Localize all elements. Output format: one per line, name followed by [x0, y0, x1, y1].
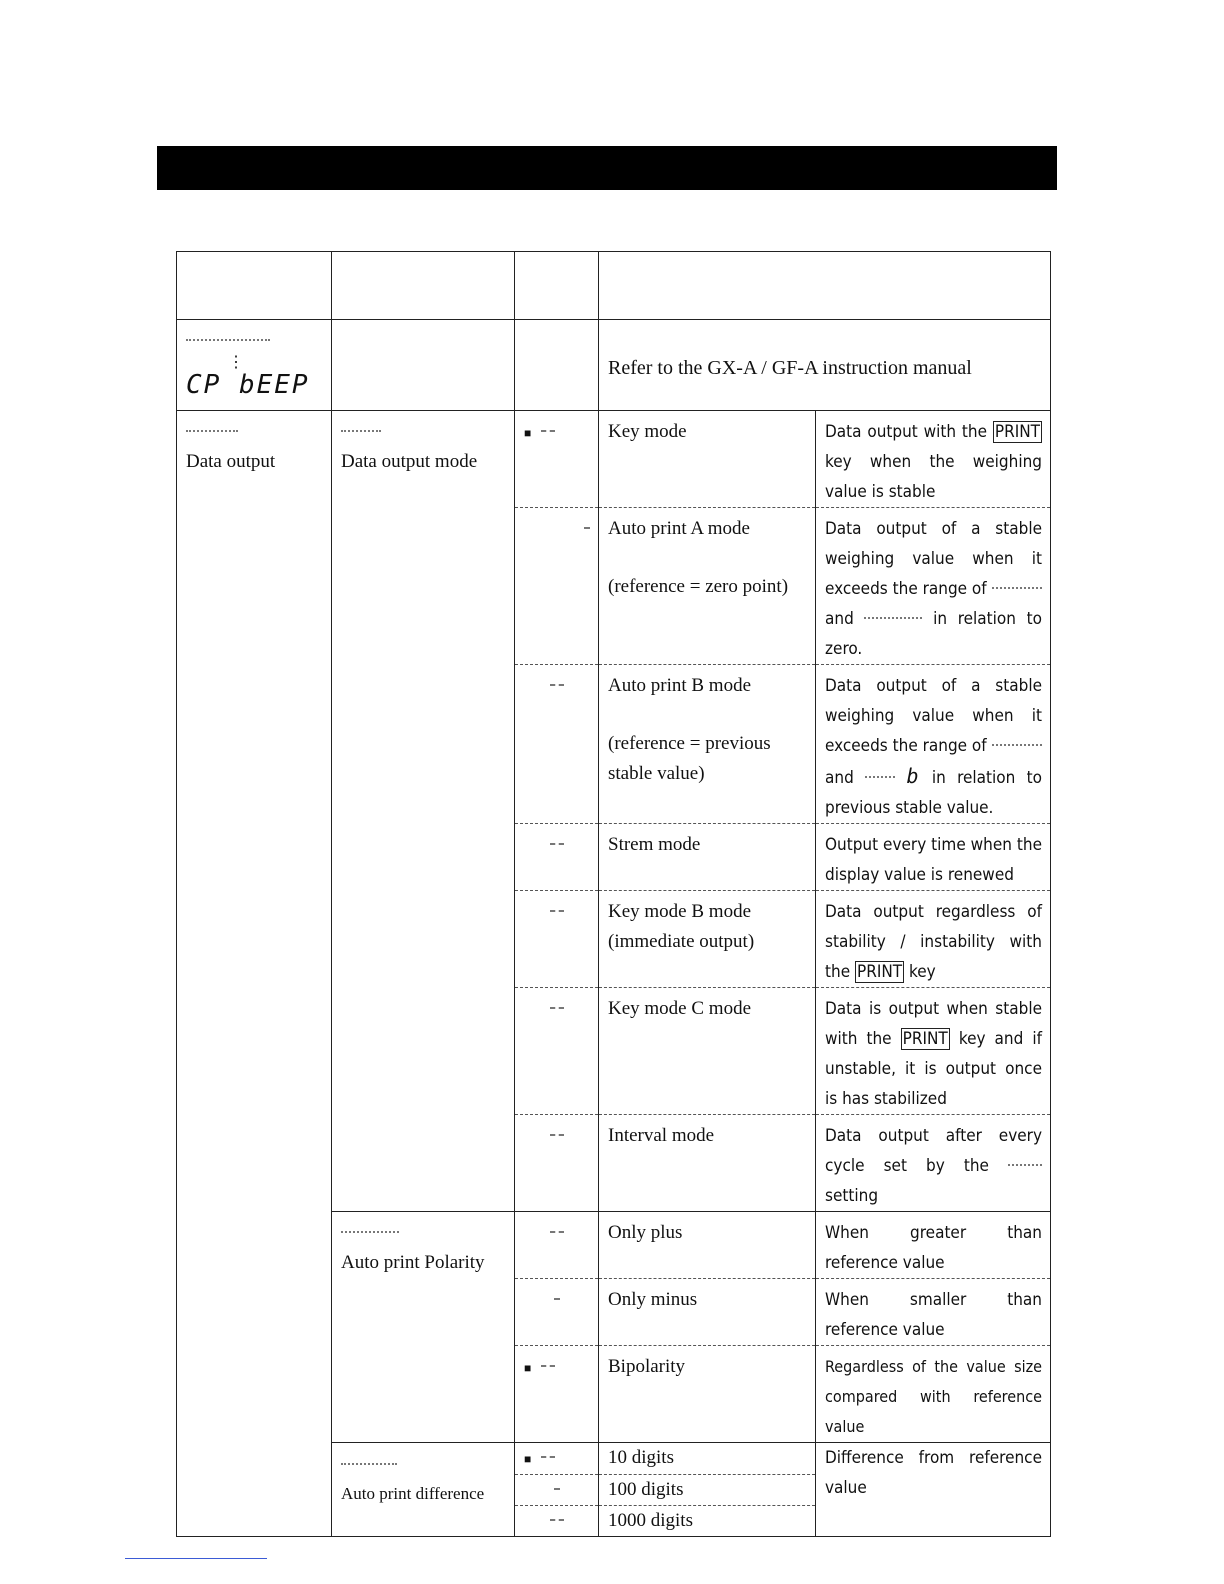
function-table	[176, 251, 1051, 1537]
header-cell-item	[332, 252, 515, 320]
setting-name: Bipolarity	[599, 1346, 816, 1443]
param-cell	[515, 665, 599, 824]
param-cell	[515, 1475, 599, 1506]
faint-param-code	[550, 1231, 564, 1236]
item-name: Data output mode	[341, 451, 478, 472]
setting-subtitle: (reference = zero point)	[608, 576, 789, 597]
setting-name: 10 digits	[599, 1443, 816, 1475]
param-cell	[515, 988, 599, 1115]
param-cell	[515, 508, 599, 665]
data-output-class-cell	[177, 411, 332, 1537]
faint-inline-code	[1008, 1164, 1042, 1169]
setting-description: When greater than reference value	[816, 1212, 1051, 1279]
param-cell	[515, 1279, 599, 1346]
param-cell	[515, 1506, 599, 1537]
faint-param-code	[541, 430, 555, 435]
param-cell	[515, 891, 599, 988]
cp-beep-note: Refer to the GX-A / GF-A instruction manual	[599, 320, 1051, 411]
faint-param-code	[550, 1007, 564, 1012]
table-row	[177, 411, 1051, 508]
setting-name: Auto print A mode	[608, 518, 750, 539]
setting-description: Data output of a stable weighing value when it exceeds the range of and b in relation to previous stable value.	[816, 665, 1051, 824]
setting-name: 100 digits	[599, 1475, 816, 1506]
faint-display-code	[186, 430, 238, 435]
setting-subtitle: (reference = previous stable value)	[608, 733, 771, 784]
setting-description: When smaller than reference value	[816, 1279, 1051, 1346]
faint-display-code	[186, 339, 270, 344]
setting-description: Regardless of the value size compared with reference value	[816, 1346, 1051, 1443]
setting-description: Data is output when stable with the PRINT key and if unstable, it is output once is has stabilized	[816, 988, 1051, 1115]
setting-name: Only plus	[599, 1212, 816, 1279]
setting-name: Key mode	[599, 411, 816, 508]
faint-param-code	[584, 527, 590, 532]
faint-param-code	[550, 843, 564, 848]
setting-description: Output every time when the display value is renewed	[816, 824, 1051, 891]
param-cell	[515, 1212, 599, 1279]
faint-param-code	[550, 910, 564, 915]
setting-description: Difference from reference value	[816, 1443, 1051, 1537]
faint-display-code	[341, 430, 381, 435]
print-key-label: PRINT	[994, 422, 1040, 442]
faint-param-code	[554, 1488, 560, 1493]
faint-inline-code	[992, 744, 1042, 749]
data-output-mode-cell	[332, 411, 515, 1212]
faint-param-code	[550, 1134, 564, 1139]
setting-name-cell	[599, 891, 816, 988]
header-cell-parameter	[515, 252, 599, 320]
setting-name-cell	[599, 508, 816, 665]
setting-subtitle: (immediate output)	[608, 931, 755, 952]
print-key-label: PRINT	[902, 1029, 948, 1049]
setting-description: Data output with the PRINT key when the weighing value is stable	[816, 411, 1051, 508]
cp-beep-display: CP bEEP	[186, 370, 310, 400]
param-cell	[515, 1443, 599, 1475]
param-cell	[515, 1346, 599, 1443]
faint-display-code	[341, 1231, 399, 1236]
class-name: Data output	[186, 451, 276, 472]
setting-description: Data output regardless of stability / instability with the PRINT key	[816, 891, 1051, 988]
faint-param-code	[541, 1365, 555, 1370]
setting-name: Key mode B mode	[608, 901, 752, 922]
setting-description: Data output of a stable weighing value when it exceeds the range of and in relation to zero.	[816, 508, 1051, 665]
item-name: Auto print Polarity	[341, 1252, 485, 1273]
faint-param-code	[554, 1298, 560, 1303]
faint-inline-code	[865, 776, 895, 781]
default-marker: ■	[524, 1452, 532, 1466]
faint-inline-code	[992, 587, 1042, 592]
setting-name: Interval mode	[599, 1115, 816, 1212]
section-title-bar	[157, 146, 1057, 190]
setting-description: Data output after every cycle set by the setting	[816, 1115, 1051, 1212]
param-cell	[515, 411, 599, 508]
default-marker: ■	[524, 426, 532, 440]
table-row-cp-beep	[177, 320, 1051, 411]
auto-print-difference-cell	[332, 1443, 515, 1537]
table-header-row	[177, 252, 1051, 320]
setting-name: Key mode C mode	[599, 988, 816, 1115]
cp-beep-item-cell	[332, 320, 515, 411]
param-cell	[515, 824, 599, 891]
faint-param-code	[550, 1519, 564, 1524]
header-cell-description	[599, 252, 1051, 320]
segment-b: b	[906, 764, 921, 788]
footer-link-underline[interactable]	[125, 1558, 267, 1559]
setting-name: 1000 digits	[599, 1506, 816, 1537]
setting-name: Only minus	[599, 1279, 816, 1346]
faint-param-code	[541, 1456, 555, 1461]
setting-name: Auto print B mode	[608, 675, 752, 696]
setting-name-cell	[599, 665, 816, 824]
param-cell	[515, 1115, 599, 1212]
item-name: Auto print difference	[341, 1484, 485, 1503]
setting-name: Strem mode	[599, 824, 816, 891]
faint-param-code	[550, 684, 564, 689]
header-cell-class	[177, 252, 332, 320]
faint-display-code	[341, 1463, 397, 1468]
cp-beep-param-cell	[515, 320, 599, 411]
print-key-label: PRINT	[856, 962, 903, 982]
auto-print-polarity-cell	[332, 1212, 515, 1443]
vertical-dots: ⋮	[228, 354, 244, 371]
cp-beep-class-cell	[177, 320, 332, 411]
faint-inline-code	[864, 617, 922, 622]
default-marker: ■	[524, 1361, 532, 1375]
